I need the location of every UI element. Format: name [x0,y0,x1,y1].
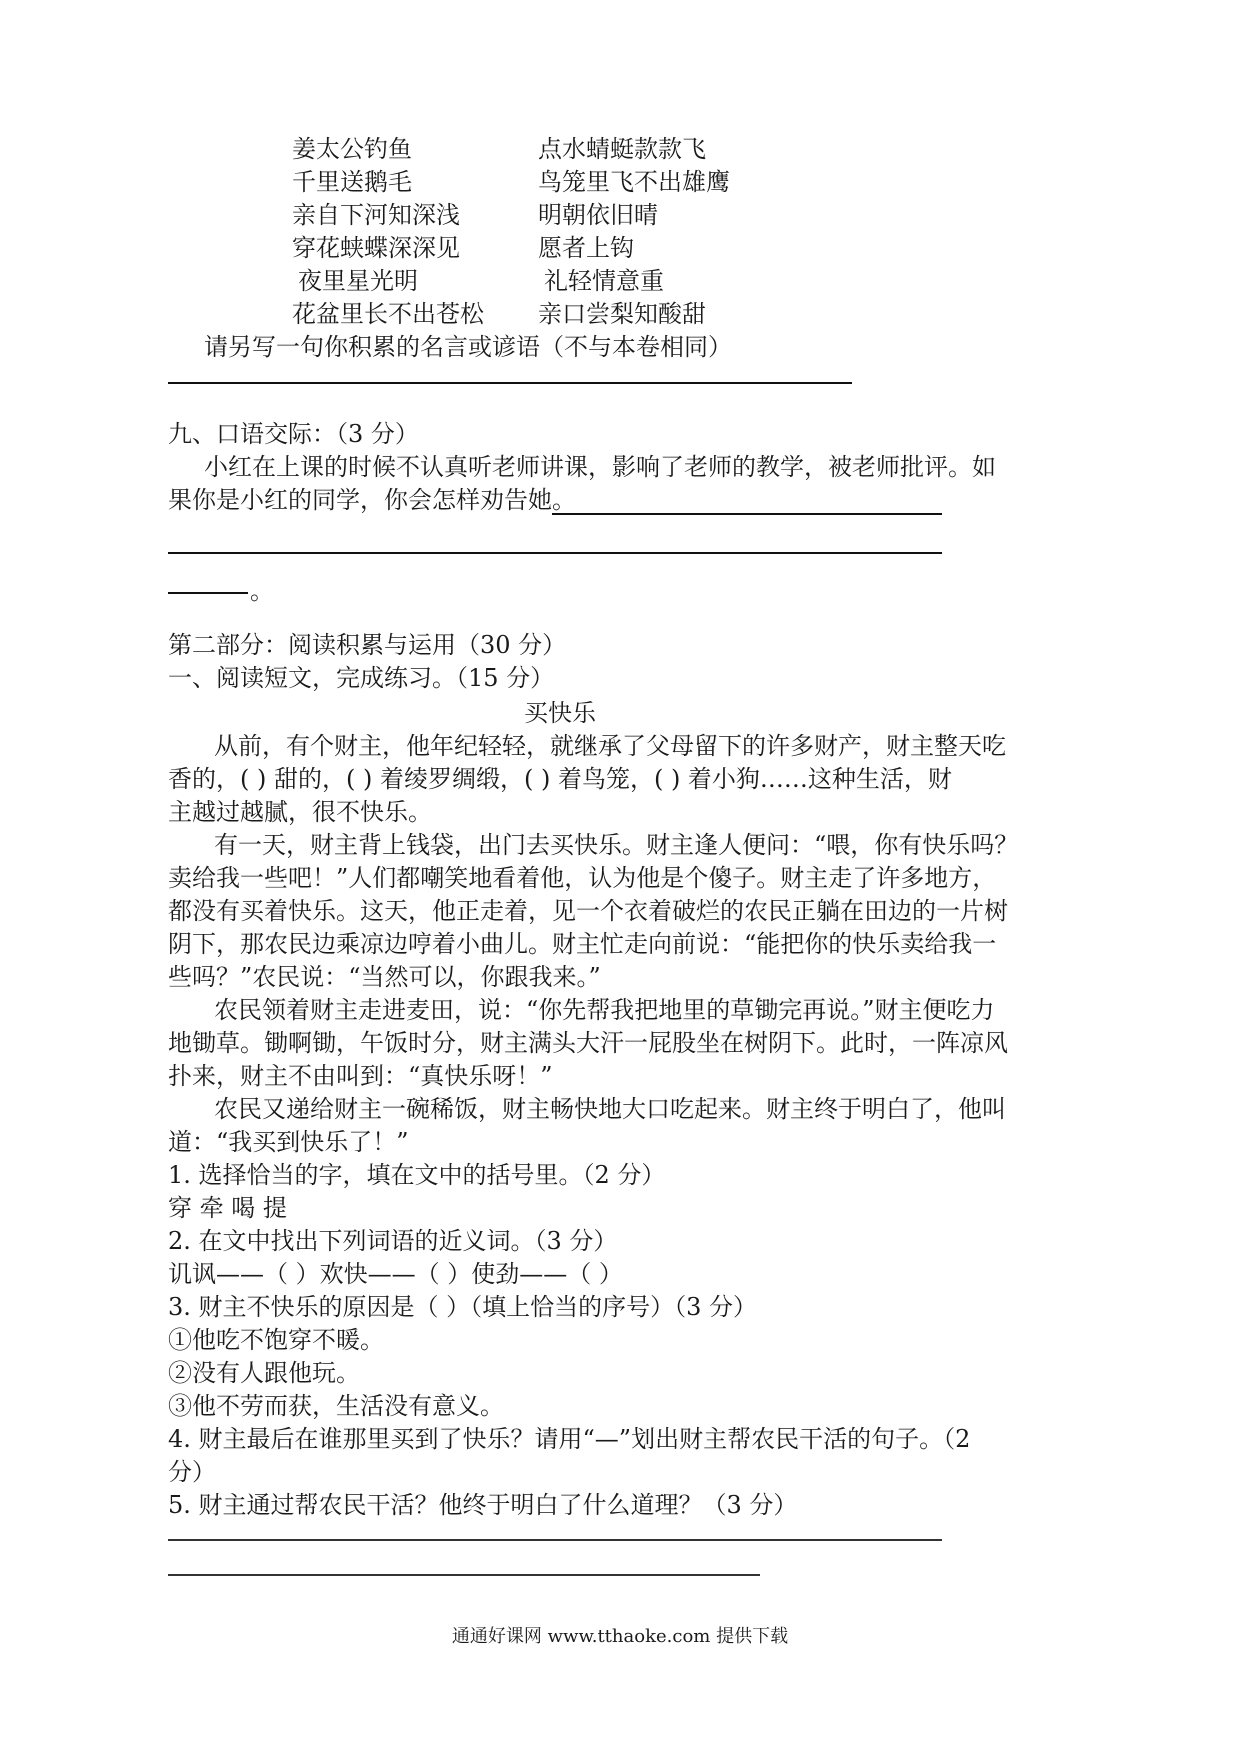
footer-credit: 通通好课网 www.tthaoke.com 提供下载 [451,1626,789,1647]
section9-heading: 九、口语交际：（3 分） [168,420,419,448]
proverb-left-2: 千里送鹅毛 [292,168,412,196]
section9-text-line1: 小红在上课的时候不认真听老师讲课，影响了老师的教学，被老师批评。如 [204,453,996,481]
question-3-option-3: ③他不劳而获，生活没有意义。 [168,1392,504,1420]
story-line-11: 扑来，财主不由叫到：“真快乐呀！” [168,1062,553,1090]
reading-q1-heading: 一、阅读短文，完成练习。（15 分） [168,664,555,692]
story-line-10: 地锄草。锄啊锄，午饭时分，财主满头大汗一屁股坐在树阴下。此时，一阵凉风 [168,1029,1008,1057]
question-2: 2. 在文中找出下列词语的近义词。（3 分） [168,1227,618,1255]
proverb-right-6: 亲口尝梨知酸甜 [538,300,706,328]
section9-end-mark: 。 [250,577,274,605]
question-4: 4. 财主最后在谁那里买到了快乐？请用“—”划出财主帮农民干活的句子。（2 [168,1425,971,1453]
proverb-left-4: 穿花蛱蝶深深见 [292,234,460,262]
question-4-cont: 分） [168,1458,216,1486]
section9-text-line2: 果你是小红的同学，你会怎样劝告她。 [168,486,576,514]
question-2-blanks: 讥讽——（ ）欢快——（ ）使劲——（ ） [168,1260,623,1288]
answer-line-q5-2[interactable] [168,1574,760,1576]
answer-line-section9-3[interactable] [168,592,248,594]
question-5: 5. 财主通过帮农民干活？他终于明白了什么道理？（3 分） [168,1491,798,1519]
part2-heading: 第二部分：阅读积累与运用（30 分） [168,631,567,659]
proverb-left-3: 亲自下河知深浅 [292,201,460,229]
proverb-right-3: 明朝依旧晴 [538,201,658,229]
story-line-8: 些吗？”农民说：“当然可以，你跟我来。” [168,963,601,991]
question-1: 1. 选择恰当的字，填在文中的括号里。（2 分） [168,1161,666,1189]
story-line-1: 从前，有个财主，他年纪轻轻，就继承了父母留下的许多财产，财主整天吃 [214,732,1006,760]
story-line-3: 主越过越腻，很不快乐。 [168,798,432,826]
question-3-option-2: ②没有人跟他玩。 [168,1359,360,1387]
story-title: 买快乐 [524,699,596,727]
story-line-12: 农民又递给财主一碗稀饭，财主畅快地大口吃起来。财主终于明白了，他叫 [214,1095,1006,1123]
story-line-2: 香的，( ) 甜的，( ) 着绫罗绸缎，( ) 着鸟笼，( ) 着小狗……这种生活，财 [168,765,952,793]
story-line-9: 农民领着财主走进麦田，说：“你先帮我把地里的草锄完再说。”财主便吃力 [214,996,995,1024]
answer-line-proverb[interactable] [168,382,852,384]
proverb-right-1: 点水蜻蜓款款飞 [538,135,706,163]
story-line-5: 卖给我一些吧！”人们都嘲笑地看着他，认为他是个傻子。财主走了许多地方， [168,864,997,892]
story-line-13: 道：“我买到快乐了！” [168,1128,409,1156]
story-line-4: 有一天，财主背上钱袋，出门去买快乐。财主逢人便问：“喂，你有快乐吗？ [214,831,1019,859]
question-1-options: 穿 牵 喝 提 [168,1194,287,1222]
proverb-right-4: 愿者上钩 [538,234,634,262]
proverb-left-1: 姜太公钓鱼 [292,135,412,163]
answer-line-section9-2[interactable] [168,552,942,554]
proverb-left-6: 花盆里长不出苍松 [292,300,484,328]
story-line-6: 都没有买着快乐。这天，他正走着，见一个衣着破烂的农民正躺在田边的一片树 [168,897,1008,925]
story-line-7: 阴下，那农民边乘凉边哼着小曲儿。财主忙走向前说：“能把你的快乐卖给我一 [168,930,997,958]
proverb-right-2: 鸟笼里飞不出雄鹰 [538,168,730,196]
answer-line-q5-1[interactable] [168,1539,942,1541]
proverb-left-5: 夜里星光明 [298,267,418,295]
answer-line-section9-1[interactable] [552,513,942,515]
question-3-option-1: ①他吃不饱穿不暖。 [168,1326,384,1354]
question-3: 3. 财主不快乐的原因是（ ）（填上恰当的序号）（3 分） [168,1293,758,1321]
proverb-prompt: 请另写一句你积累的名言或谚语（不与本卷相同） [204,333,732,361]
proverb-right-5: 礼轻情意重 [544,267,664,295]
